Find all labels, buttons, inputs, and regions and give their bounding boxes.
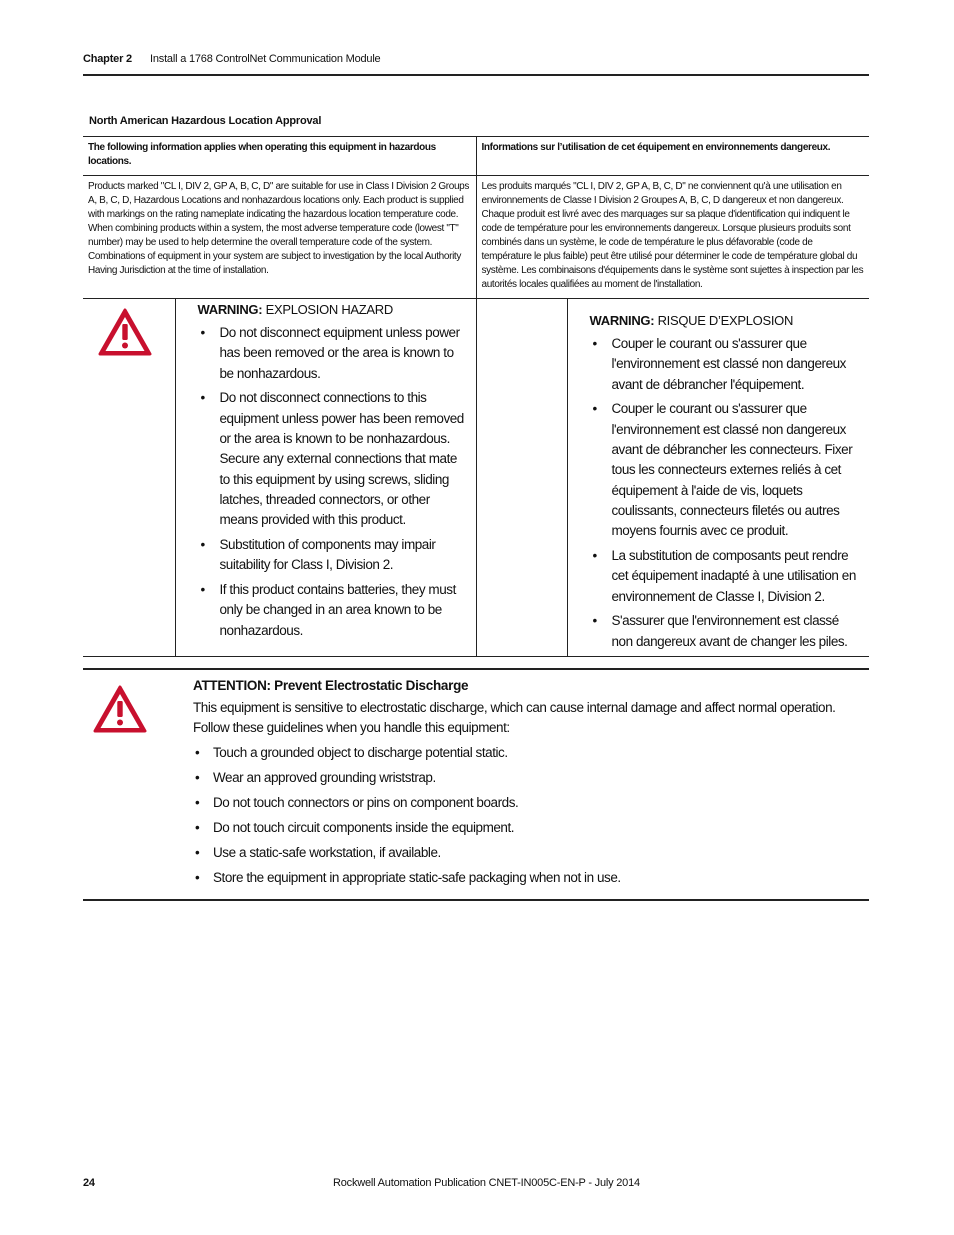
approval-header-en: The following information applies when operating this equipment in hazardous locations. [83,137,476,176]
header-divider [83,74,869,76]
list-item: • Do not disconnect equipment unless power has been removed or the area is known to be nonhazardous. [198,323,468,384]
approval-body-fr: Les produits marqués "CL I, DIV 2, GP A, B, C, D" ne conviennent qu'à une utilisation en environnements de Classe I Division 2 Groupes A, B, C, D dangereux et non dangereux. Chaque produit est livré avec des marquages sur sa plaque d'identification qui indiquent le code de température pour les environnements dangereux. Lorsque plusieurs produits sont combinés dans un système, le code de température le plus défavorable (code de température le plus faible) peut être utilisé pour déterminer le code de température global du système. Les combinaisons d'équipements dans le système sont sujettes à inspection par les autorités locales qualifiées au moment de l'installation. [476,176,869,299]
list-item: • S'assurer que l'environnement est classé non dangereux avant de changer les piles. [590,611,864,652]
warning-title-en [198,302,468,317]
publication-info: Rockwell Automation Publication CNET-IN005C-EN-P - July 2014 [333,1177,640,1189]
approval-table-body-row [83,176,869,299]
approval-table [83,136,869,299]
list-item: • Do not disconnect connections to this equipment unless power has been removed or the area is known to be nonhazardous. Secure any external connections that mate to this equipment by using screws, sliding latches, threaded connectors, or other means provided with this product. [198,388,468,530]
warning-heading-en: EXPLOSION HAZARD [265,302,393,317]
list-item: • Do not touch circuit components inside the equipment. [193,818,873,838]
chapter-title: Install a 1768 ControlNet Communication Module [150,53,381,65]
warning-table [83,299,869,657]
section-title: North American Hazardous Location Approval [89,115,322,127]
approval-body-en: Products marked "CL I, DIV 2, GP A, B, C, D" are suitable for use in Class I Division 2 Groups A, B, C, D, Hazardous Locations and nonhazardous locations only. Each product is supplied with markings on the rating nameplate indicating the hazardous location temperature code. When combining products within a system, the most adverse temperature code (lowest "T" number) may be used to help determine the overall temperature code of the system. Combinations of equipment in your system are subject to investigation by the local Authority Having Jurisdiction at the time of installation. [83,176,476,299]
approval-table-header-row [83,137,869,176]
attention-box [83,668,869,901]
warning-heading-fr: RISQUE D’EXPLOSION [657,313,794,328]
list-item: • Couper le courant ou s'assurer que l'environnement est classé non dangereux avant de débrancher l'équipement. [590,334,864,395]
warning-label-en: WARNING: [197,302,263,317]
list-item: • Touch a grounded object to discharge potential static. [193,743,873,763]
warning-icon-cell-en [83,299,175,657]
approval-header-fr: Informations sur l’utilisation de cet équipement en environnements dangereux. [476,137,869,176]
warning-text-cell-fr [567,299,869,657]
chapter-label: Chapter 2 [83,53,132,65]
attention-intro: This equipment is sensitive to electrostatic discharge, which can cause internal damage and affect normal operation. Follow these guidelines when you handle this equipment: [193,700,836,735]
warning-triangle-icon [92,684,148,734]
list-item: • If this product contains batteries, they must only be changed in an area known to be nonhazardous. [198,580,468,641]
list-item: • Substitution of components may impair suitability for Class I, Division 2. [198,535,468,576]
list-item: • La substitution de composants peut rendre cet équipement inadapté à une utilisation en environnement de Classe I, Division 2. [590,546,864,607]
warning-label-fr: WARNING: [589,313,655,328]
attention-list [193,743,873,889]
warning-title-fr [590,313,864,328]
warning-list-fr [590,334,864,652]
page-header [83,53,869,65]
page-number: 24 [83,1177,95,1189]
warning-text-cell-en [175,299,476,657]
attention-title: ATTENTION: Prevent Electrostatic Discharge [193,678,469,693]
attention-body [193,678,873,894]
warning-list-en [198,323,468,641]
list-item: • Do not touch connectors or pins on component boards. [193,793,873,813]
warning-icon-cell-fr [476,299,567,657]
warning-triangle-icon [97,307,153,357]
list-item: • Store the equipment in appropriate static-safe packaging when not in use. [193,868,873,888]
list-item: • Wear an approved grounding wriststrap. [193,768,873,788]
list-item: • Couper le courant ou s'assurer que l'environnement est classé non dangereux avant de débrancher les connecteurs. Fixer tous les connecteurs externes reliés à cet équipement à l'aide de vis, loquets coulissants, connecteurs filetés ou autres moyens fournis avec ce produit. [590,399,864,541]
list-item: • Use a static-safe workstation, if available. [193,843,873,863]
